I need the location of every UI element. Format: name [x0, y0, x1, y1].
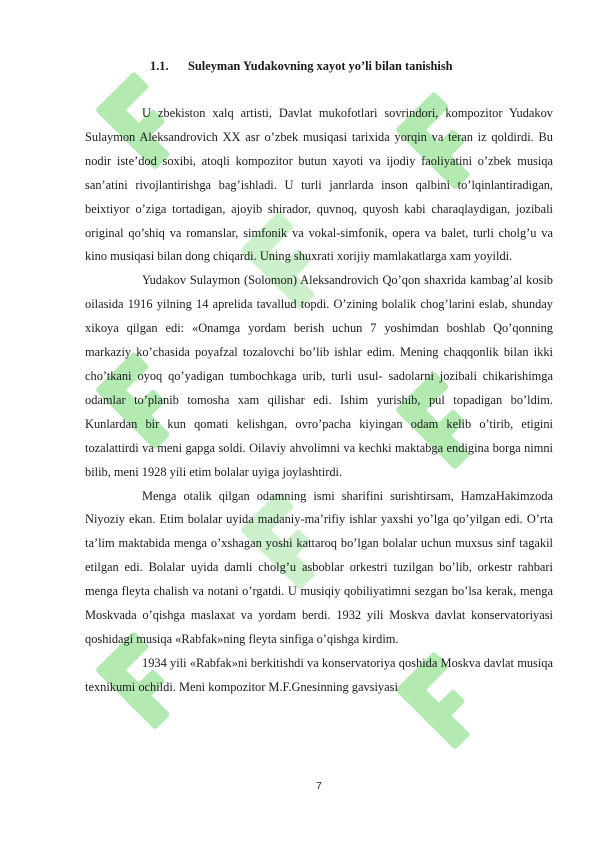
paragraph: Yudakov Sulaymon (Solomon) Aleksandrovich Qo’qon shaxrida kambag’al kosib oilasida 1916 yilning 14 aprelida tavallud topdi. O’zining bolalik chog’larini eslab, shunday xikoya qilgan edi: «Onamga yordam berish uchun 7 yoshimdan boshlab Qo’qonning markaziy ko’chasida poyafzal tozalovchi bo’lib ishlar edim. Mening chaqqonlik bilan ikki cho’tkani oyoq qo’yadigan tumbochkaga urib, turli usul- sadolarni jozibali chikarishimga odamlar to’planib tomosha xam qilishar edi. Ishim yurishib, pul topadigan bo’ldim. Kunlardan bir kun qomati kelishgan, ovro’pacha kiyingan odam kelib o’tirib, etigini tozalattirdi va meni gapga soldi. Oilaviy ahvolimni va kechki maktabga endigina borga nimni bilib, meni 1928 yili etim bolalar uyiga joylashtirdi.	[85, 273, 553, 479]
body-text	[85, 102, 553, 700]
section-heading	[150, 57, 553, 75]
paragraph: U zbekiston xalq artisti, Davlat mukofotlari sovrindori, kompozitor Yudakov Sulaymon Aleksandrovich XX asr o’zbek musiqasi tarixida yorqin va teran iz qoldirdi. Bu nodir iste’dod soxibi, atoqli kompozitor butun xayoti va ijodiy faoliyatini o’zbek musiqa san’atini rivojlantirishga bag’ishladi. U turli janrlarda inson qalbini to’lqinlantiradigan, beixtiyor o’ziga tortadigan, ajoyib shirador, quvnoq, quyosh kabi charaqlaydigan, jozibali original qo’shiq va romanslar, simfonik va vokal-simfonik, opera va balet, turli cholg’u va kino musiqasi bilan dong chiqardi. Uning shuxrati xorijiy mamlakatlarga xam yoyildi.	[85, 106, 553, 264]
paragraph: Menga otalik qilgan odamning ismi sharifini surishtirsam, HamzaHakimzoda Niyoziy ekan. Etim bolalar uyida madaniy-ma’rifiy ishlar yaxshi yo’lga qo’yilgan edi. O’rta ta’lim maktabida menga o’xshagan yoshi kattaroq bo’lgan bolalar uchun muxsus sinf tagakil etilgan edi. Bolalar uyida damli cholg’u asboblar orkestri tuzilgan bo’lib, orkestr rahbari menga fleyta chalish va notani o’rgatdi. U musiqiy qobiliyatimni sezgan bo’lsa kerak, menga Moskvada o’qishga maslaxat va yordam berdi. 1932 yili Moskva davlat konservatoriyasi qoshidagi musiqa «Rabfak»ning fleyta sinfiga o’qishga kirdim.	[85, 488, 553, 646]
paragraph: 1934 yili «Rabfak»ni berkitishdi va konservatoriya qoshida Moskva davlat musiqa texnikumi ochildi. Meni kompozitor M.F.Gnesinning gavsiyasi	[85, 655, 553, 694]
page-number: 7	[316, 781, 322, 792]
section-title: Suleyman Yudakovning xayot yo’li bilan tanishish	[188, 59, 453, 73]
section-number: 1.1.	[150, 59, 169, 73]
